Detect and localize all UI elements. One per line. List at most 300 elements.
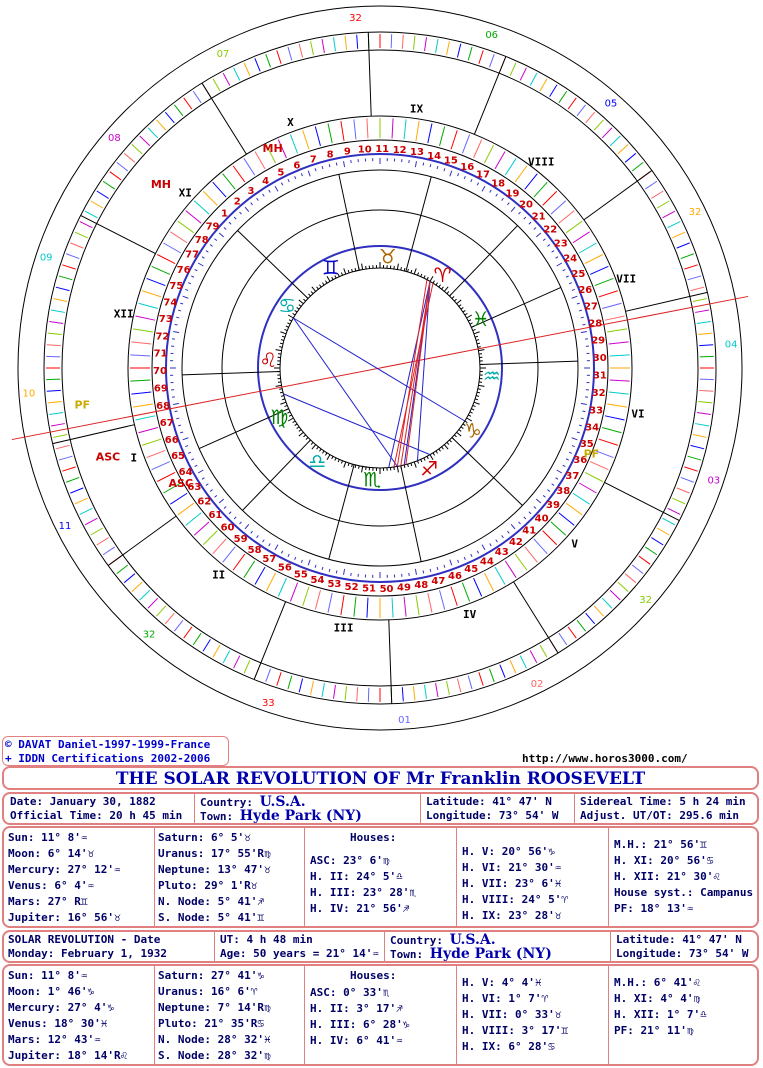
outer-band-spoke bbox=[672, 498, 685, 504]
outer-band-spoke bbox=[193, 633, 201, 645]
inner-tick bbox=[478, 350, 484, 351]
outer-band-spoke bbox=[97, 538, 109, 545]
inner-tick bbox=[348, 463, 349, 466]
degree-number: 79 bbox=[205, 221, 220, 233]
outer-band-spoke bbox=[577, 620, 586, 631]
outer-band-spoke bbox=[213, 645, 220, 657]
degree-number: 39 bbox=[546, 499, 560, 511]
revolution-country: U.S.A. bbox=[449, 932, 496, 948]
inner-tick bbox=[344, 268, 346, 274]
mid-band-spoke bbox=[585, 255, 603, 264]
outer-band-spoke bbox=[510, 660, 516, 673]
outer-band-spoke bbox=[97, 191, 109, 198]
degree-tick bbox=[572, 296, 578, 298]
outer-band-spoke bbox=[468, 676, 472, 689]
zodiac-sign-glyph: ♊ bbox=[321, 255, 340, 280]
inner-tick bbox=[289, 415, 292, 416]
degree-number: 10 bbox=[357, 144, 372, 156]
inner-tick bbox=[463, 310, 465, 312]
outer-band-spoke bbox=[402, 687, 403, 701]
natal-longitude: Longitude: 73° 54' W bbox=[426, 809, 559, 822]
degree-number: 71 bbox=[153, 348, 168, 360]
degree-tick bbox=[556, 257, 559, 259]
degree-tick bbox=[215, 495, 217, 497]
outer-band-spoke bbox=[51, 424, 65, 426]
inner-tick bbox=[474, 402, 480, 404]
mid-band-spoke bbox=[451, 130, 457, 149]
inner-tick bbox=[471, 409, 474, 410]
mid-band-spoke bbox=[194, 201, 209, 214]
inner-tick bbox=[311, 291, 313, 293]
outer-band-spoke bbox=[322, 39, 324, 53]
degree-tick bbox=[552, 251, 554, 253]
mid-band-spoke bbox=[328, 123, 332, 143]
mid-band-spoke bbox=[367, 598, 368, 618]
degree-tick bbox=[423, 163, 424, 166]
outer-band-spoke bbox=[124, 574, 135, 583]
mid-band-spoke bbox=[451, 587, 457, 606]
natal-country: U.S.A. bbox=[259, 794, 306, 810]
degree-tick bbox=[519, 212, 521, 214]
degree-tick bbox=[263, 540, 265, 542]
natal-house-row: H. VI: 21° 30'♒ bbox=[462, 861, 562, 874]
outer-number: 32 bbox=[688, 206, 702, 218]
inner-tick bbox=[439, 449, 441, 451]
mid-band-spoke bbox=[605, 416, 625, 420]
inner-tick bbox=[303, 299, 305, 301]
mid-band-spoke bbox=[213, 182, 226, 197]
natal-date: Date: January 30, 1882 bbox=[10, 795, 156, 808]
degree-tick bbox=[288, 554, 289, 557]
inner-tick bbox=[475, 399, 478, 400]
outer-band-spoke bbox=[520, 656, 526, 669]
outer-band-spoke bbox=[277, 50, 281, 63]
mid-band-spoke bbox=[244, 158, 255, 175]
inner-tick bbox=[442, 287, 444, 289]
natal-house-row: H. III: 23° 28'♏ bbox=[310, 886, 416, 899]
house-numeral: IX bbox=[409, 102, 424, 116]
mid-band-spoke bbox=[602, 303, 621, 308]
degree-tick bbox=[206, 484, 208, 486]
outer-band-spoke bbox=[695, 424, 709, 426]
outer-band-spoke bbox=[140, 136, 150, 146]
inner-tick bbox=[414, 462, 416, 468]
outer-band-spoke bbox=[223, 73, 230, 85]
degree-number: 40 bbox=[534, 513, 549, 525]
inner-house-cusp bbox=[329, 465, 354, 560]
inner-tick bbox=[444, 287, 448, 292]
mid-band-spoke bbox=[505, 561, 516, 578]
degree-tick bbox=[557, 263, 562, 266]
outer-band-spoke bbox=[425, 37, 427, 51]
degree-number: 73 bbox=[158, 314, 173, 326]
degree-number: 33 bbox=[589, 405, 604, 417]
inner-tick bbox=[449, 440, 451, 442]
degree-tick bbox=[229, 222, 231, 224]
degree-tick bbox=[185, 289, 188, 290]
mid-band-spoke bbox=[515, 554, 527, 570]
degree-number: 34 bbox=[585, 422, 600, 434]
mid-band-spoke bbox=[474, 578, 482, 596]
inner-tick bbox=[433, 453, 435, 456]
outer-band-spoke bbox=[663, 518, 675, 525]
outer-band-spoke bbox=[645, 181, 657, 189]
degree-tick bbox=[581, 332, 587, 333]
degree-number: 74 bbox=[163, 297, 178, 309]
outer-band-spoke bbox=[80, 222, 93, 228]
revolution-planet-row: Mercury: 27° 4'♑ bbox=[8, 1001, 114, 1014]
mid-band-spoke bbox=[525, 174, 538, 190]
outer-band-spoke bbox=[234, 68, 240, 81]
degree-number: 72 bbox=[155, 331, 170, 343]
outer-band-spoke bbox=[174, 620, 183, 631]
degree-tick bbox=[471, 179, 472, 182]
aspect-line bbox=[293, 318, 464, 421]
outer-band-spoke bbox=[85, 211, 97, 218]
outer-band-spoke bbox=[668, 508, 681, 514]
degree-number: 65 bbox=[171, 451, 185, 463]
degree-number: 9 bbox=[343, 146, 351, 158]
degree-tick bbox=[198, 470, 203, 473]
outer-band-spoke bbox=[559, 91, 567, 103]
inner-tick bbox=[286, 326, 289, 327]
degree-tick bbox=[577, 303, 580, 304]
degree-tick bbox=[251, 531, 253, 533]
outer-band-spoke bbox=[49, 413, 63, 415]
outer-number: 32 bbox=[142, 629, 156, 641]
degree-number: 3 bbox=[247, 185, 255, 197]
website-link[interactable]: http://www.horos3000.com/ bbox=[522, 752, 688, 765]
outer-band-spoke bbox=[684, 265, 697, 269]
degree-tick bbox=[206, 251, 208, 253]
outer-band-spoke bbox=[602, 128, 612, 138]
mid-band-spoke bbox=[303, 587, 309, 606]
mid-band-spoke bbox=[135, 316, 155, 320]
degree-tick bbox=[444, 168, 445, 171]
mid-band-spoke bbox=[428, 593, 432, 613]
degree-tick bbox=[581, 403, 587, 404]
house-cusp bbox=[368, 32, 371, 116]
natal-house-row: House syst.: Campanus bbox=[614, 886, 754, 899]
revolution-planet-row: Saturn: 27° 41'♑ bbox=[158, 969, 264, 982]
house-numeral: IV bbox=[462, 608, 477, 622]
outer-band-spoke bbox=[334, 685, 336, 699]
degree-tick bbox=[288, 179, 289, 182]
natal-planet-row: Neptune: 13° 47'♉ bbox=[158, 863, 271, 876]
outer-band-spoke bbox=[697, 322, 711, 324]
natal-positions-panel bbox=[2, 826, 759, 928]
outer-band-spoke bbox=[203, 639, 210, 651]
degree-number: 75 bbox=[169, 280, 184, 292]
mid-band-spoke bbox=[609, 342, 629, 344]
outer-band-spoke bbox=[157, 120, 166, 130]
degree-tick bbox=[536, 499, 541, 503]
inner-tick bbox=[452, 296, 454, 298]
inner-tick bbox=[404, 268, 405, 271]
outer-band-spoke bbox=[568, 627, 576, 638]
degree-tick bbox=[534, 227, 536, 229]
degree-tick bbox=[185, 446, 188, 447]
outer-band-spoke bbox=[59, 456, 72, 460]
degree-tick bbox=[263, 194, 265, 196]
inner-tick bbox=[308, 294, 310, 296]
inner-tick bbox=[411, 463, 412, 466]
outer-band-spoke bbox=[559, 633, 567, 645]
outer-band-spoke bbox=[124, 153, 135, 162]
mid-band-spoke bbox=[147, 450, 166, 457]
natal-planet-row: S. Node: 5° 41'♊ bbox=[158, 911, 264, 924]
degree-number: 47 bbox=[431, 576, 446, 588]
degree-tick bbox=[210, 490, 212, 492]
house-numeral: VI bbox=[631, 407, 645, 421]
degree-number: 59 bbox=[233, 534, 248, 546]
mid-band-spoke bbox=[194, 522, 209, 535]
outer-band-spoke bbox=[91, 201, 103, 208]
revolution-house-row: H. II: 3° 17'♐ bbox=[310, 1002, 403, 1015]
outer-band-spoke bbox=[479, 672, 483, 685]
natal-house-row: H. IX: 23° 28'♉ bbox=[462, 909, 562, 922]
degree-tick bbox=[295, 557, 296, 560]
degree-tick bbox=[191, 276, 194, 277]
mid-band-spoke bbox=[152, 266, 170, 274]
degree-tick bbox=[529, 512, 531, 514]
outer-band-spoke bbox=[132, 145, 142, 154]
degree-tick bbox=[450, 560, 452, 566]
outer-band-spoke bbox=[157, 606, 166, 616]
degree-tick bbox=[490, 190, 492, 193]
outer-band-spoke bbox=[75, 498, 88, 504]
mid-band-spoke bbox=[534, 182, 547, 197]
inner-house-cusp bbox=[406, 177, 431, 272]
outer-number: 09 bbox=[39, 252, 53, 264]
mid-band-spoke bbox=[170, 493, 187, 504]
inner-tick bbox=[476, 396, 479, 397]
mid-band-spoke bbox=[392, 118, 393, 138]
revolution-longitude: Longitude: 73° 54' W bbox=[616, 947, 749, 960]
outer-band-spoke bbox=[540, 79, 547, 91]
revolution-town-label: Town: bbox=[390, 948, 424, 961]
degree-tick bbox=[569, 452, 572, 453]
house-cusp bbox=[584, 171, 652, 220]
revolution-house-row: H. VI: 1° 7'♈ bbox=[462, 992, 549, 1005]
degree-tick bbox=[477, 551, 478, 554]
degree-tick bbox=[173, 332, 179, 333]
degree-tick bbox=[224, 507, 226, 509]
inner-tick bbox=[473, 405, 476, 406]
degree-tick bbox=[566, 276, 569, 277]
degree-number: 69 bbox=[153, 383, 168, 395]
inner-tick bbox=[468, 320, 471, 321]
outer-band-spoke bbox=[688, 276, 701, 280]
outer-band-spoke bbox=[165, 112, 174, 123]
outer-band-spoke bbox=[645, 547, 657, 555]
outer-band-spoke bbox=[148, 598, 158, 608]
zodiac-sign-glyph: ♌ bbox=[259, 348, 278, 373]
mid-band-spoke bbox=[131, 342, 151, 344]
mid-band-spoke bbox=[543, 191, 557, 205]
inner-tick bbox=[280, 392, 283, 393]
outer-band-spoke bbox=[117, 565, 128, 574]
degree-tick bbox=[458, 560, 459, 563]
mid-band-spoke bbox=[573, 493, 590, 504]
revolution-ut: UT: 4 h 48 min bbox=[220, 933, 313, 946]
mid-band-spoke bbox=[602, 428, 621, 433]
inner-tick bbox=[319, 285, 321, 287]
page-title: THE SOLAR REVOLUTION OF Mr Franklin ROOSEVELT bbox=[2, 766, 759, 790]
mid-band-spoke bbox=[341, 121, 344, 141]
outer-band-spoke bbox=[639, 556, 650, 564]
degree-number: 49 bbox=[397, 582, 411, 594]
inner-tick bbox=[447, 442, 449, 444]
inner-tick bbox=[417, 273, 418, 276]
mid-band-spoke bbox=[607, 329, 627, 332]
degree-tick bbox=[482, 186, 485, 191]
outer-band-spoke bbox=[288, 47, 292, 60]
inner-tick bbox=[303, 435, 305, 437]
mid-band-spoke bbox=[139, 428, 158, 433]
mid-band-spoke bbox=[392, 598, 393, 618]
outer-band-spoke bbox=[244, 63, 250, 76]
inner-tick bbox=[285, 329, 288, 330]
natal-planet-row: Sun: 11° 8'♒ bbox=[8, 831, 88, 844]
inner-tick bbox=[461, 307, 463, 309]
outer-band-spoke bbox=[672, 232, 685, 238]
degree-tick bbox=[572, 446, 575, 447]
mid-band-spoke bbox=[367, 118, 368, 138]
revolution-planet-row: N. Node: 28° 32'♓ bbox=[158, 1033, 271, 1046]
outer-band-spoke bbox=[693, 435, 707, 438]
outer-band-spoke bbox=[345, 36, 346, 50]
degree-tick bbox=[471, 554, 472, 557]
mid-band-spoke bbox=[534, 539, 547, 554]
outer-band-spoke bbox=[697, 413, 711, 415]
outer-band-spoke bbox=[594, 120, 603, 130]
zodiac-sign-glyph: ♏ bbox=[363, 467, 382, 492]
outer-band-spoke bbox=[425, 685, 427, 699]
natal-town: Hyde Park (NY) bbox=[239, 808, 362, 824]
degree-number: 5 bbox=[277, 167, 285, 179]
mid-band-spoke bbox=[152, 462, 170, 470]
inner-tick bbox=[282, 336, 285, 337]
zodiac-sign-glyph: ♈ bbox=[433, 263, 452, 288]
outer-band-spoke bbox=[47, 345, 61, 346]
inner-tick bbox=[293, 421, 296, 423]
inner-tick bbox=[299, 300, 304, 304]
inner-tick bbox=[335, 458, 336, 461]
degree-number: 6 bbox=[293, 160, 301, 172]
degree-number: 70 bbox=[153, 366, 167, 378]
house-numeral: XII bbox=[113, 307, 134, 321]
degree-number: 57 bbox=[262, 554, 277, 566]
chart-point-label: PF bbox=[583, 447, 600, 461]
outer-band-spoke bbox=[695, 310, 709, 312]
outer-band-spoke bbox=[70, 488, 83, 493]
degree-number: 64 bbox=[178, 466, 193, 478]
mid-band-spoke bbox=[579, 243, 596, 253]
outer-band-spoke bbox=[322, 683, 324, 697]
inner-tick bbox=[280, 332, 286, 334]
natal-houses-label: Houses: bbox=[350, 831, 397, 844]
revolution-planet-row: S. Node: 28° 32'♍ bbox=[158, 1049, 271, 1062]
degree-number: 36 bbox=[573, 455, 588, 467]
mid-band-spoke bbox=[278, 578, 286, 596]
outer-band-spoke bbox=[266, 669, 271, 682]
degree-number: 68 bbox=[156, 401, 171, 413]
inner-house-cusp bbox=[449, 226, 517, 296]
revolution-planet-row: Pluto: 21° 35'R♋ bbox=[158, 1017, 264, 1030]
inner-tick bbox=[355, 268, 356, 271]
degree-number: 24 bbox=[563, 253, 578, 265]
degree-tick bbox=[191, 459, 194, 460]
degree-number: 76 bbox=[176, 264, 191, 276]
natal-planet-row: Moon: 6° 14'♉ bbox=[8, 847, 95, 860]
inner-tick bbox=[465, 313, 468, 315]
mid-band-spoke bbox=[484, 573, 493, 591]
degree-tick bbox=[458, 173, 459, 176]
degree-tick bbox=[582, 324, 585, 325]
inner-house-cusp bbox=[242, 440, 310, 510]
revolution-house-row: H. IX: 6° 28'♋ bbox=[462, 1040, 555, 1053]
inner-tick bbox=[477, 343, 480, 344]
inner-tick bbox=[348, 270, 349, 273]
house-numeral: XI bbox=[178, 186, 192, 200]
degree-tick bbox=[195, 465, 198, 466]
inner-house-cusp bbox=[238, 230, 308, 298]
mid-band-spoke bbox=[223, 547, 236, 563]
degree-tick bbox=[301, 560, 302, 563]
revolution-label: SOLAR REVOLUTION - Date bbox=[8, 933, 161, 946]
natal-time: Official Time: 20 h 45 min bbox=[10, 809, 183, 822]
mid-band-spoke bbox=[130, 355, 150, 356]
inner-tick bbox=[279, 389, 282, 390]
natal-adjust: Adjust. UT/OT: 295.6 min bbox=[580, 809, 739, 822]
degree-tick bbox=[524, 517, 526, 519]
degree-number: 51 bbox=[362, 583, 377, 595]
outer-number: 08 bbox=[107, 133, 121, 145]
inner-tick bbox=[325, 281, 327, 284]
mid-band-spoke bbox=[157, 255, 175, 264]
inner-tick bbox=[478, 389, 481, 390]
outer-band-spoke bbox=[184, 98, 192, 109]
house-cusp bbox=[254, 602, 285, 680]
inner-tick bbox=[297, 307, 299, 309]
degree-tick bbox=[572, 289, 575, 290]
aspect-line bbox=[394, 283, 433, 467]
degree-tick bbox=[534, 507, 536, 509]
inner-tick bbox=[476, 340, 479, 341]
degree-tick bbox=[315, 565, 316, 568]
degree-tick bbox=[496, 540, 498, 542]
outer-band-spoke bbox=[690, 445, 704, 448]
degree-tick bbox=[547, 245, 549, 247]
degree-number: 42 bbox=[508, 536, 523, 548]
inner-tick bbox=[281, 396, 284, 397]
degree-tick bbox=[581, 317, 584, 318]
outer-band-spoke bbox=[413, 36, 414, 50]
natal-house-row: H. XI: 20° 56'♋ bbox=[614, 854, 714, 867]
degree-tick bbox=[464, 176, 465, 179]
degree-number: 27 bbox=[583, 301, 598, 313]
outer-band-spoke bbox=[479, 50, 483, 63]
revolution-date: Monday: February 1, 1932 bbox=[8, 947, 167, 960]
outer-number: 32 bbox=[349, 12, 362, 24]
degree-number: 14 bbox=[427, 150, 442, 162]
degree-number: 21 bbox=[531, 211, 546, 223]
chart-point-label: MH bbox=[262, 141, 283, 155]
outer-band-spoke bbox=[148, 128, 158, 138]
outer-band-spoke bbox=[586, 613, 595, 624]
outer-band-spoke bbox=[48, 333, 62, 334]
